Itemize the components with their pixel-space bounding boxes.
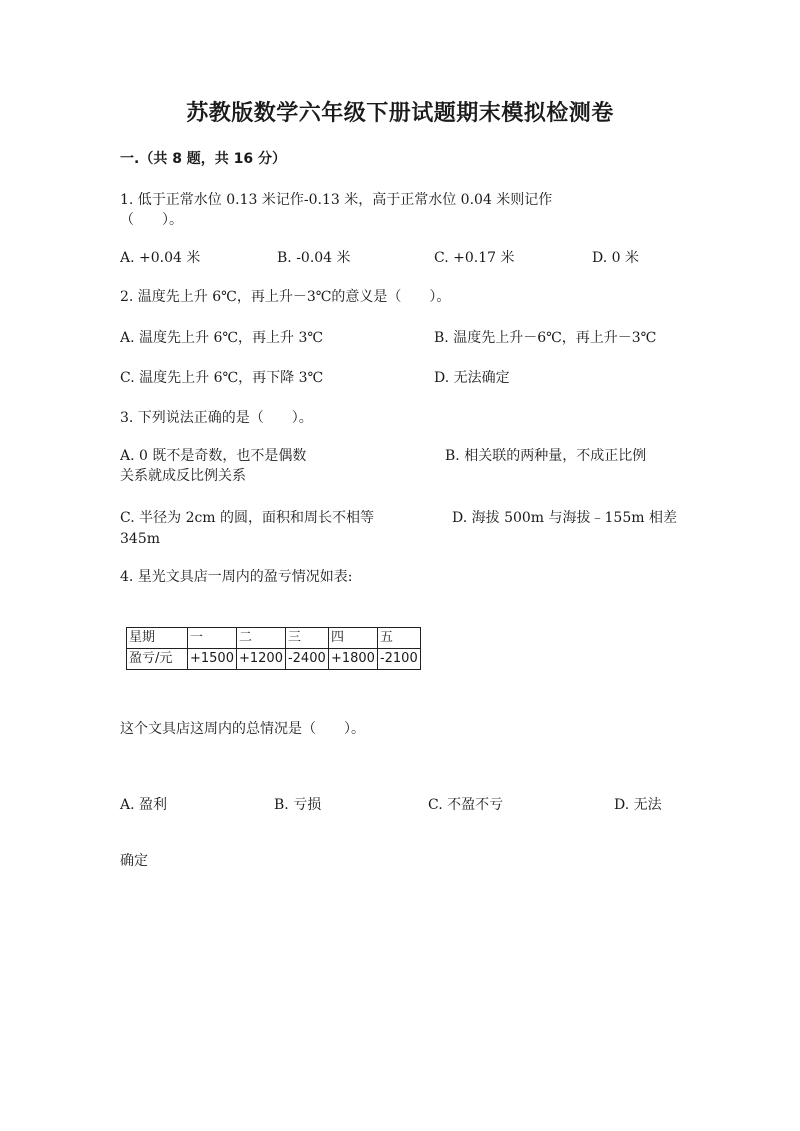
q4-option-d-continued: 确定 xyxy=(120,853,148,869)
q3-stem: 3. 下列说法正确的是（ ）。 xyxy=(120,410,313,426)
q1-stem: 1. 低于正常水位 0.13 米记作-0.13 米，高于正常水位 0.04 米则记作 xyxy=(120,192,553,208)
table-header-cell: 五 xyxy=(377,628,420,649)
profit-loss-table xyxy=(126,627,421,670)
q3-option-a: A. 0 既不是奇数，也不是偶数 xyxy=(120,448,307,464)
table-row xyxy=(127,649,421,670)
table-header-row xyxy=(127,628,421,649)
table-cell: 盈亏/元 xyxy=(127,649,188,670)
table-header-cell: 四 xyxy=(328,628,377,649)
q2-option-c: C. 温度先上升 6℃，再下降 3℃ xyxy=(120,370,324,386)
q4-option-b: B. 亏损 xyxy=(274,797,322,813)
q2-option-d: D. 无法确定 xyxy=(434,370,510,386)
q4-option-c: C. 不盈不亏 xyxy=(428,797,504,813)
table-cell: +1800 xyxy=(328,649,377,670)
q4-stem: 4. 星光文具店一周内的盈亏情况如表: xyxy=(120,569,353,585)
q3-option-d-continued: 345m xyxy=(120,531,160,547)
q1-option-c: C. +0.17 米 xyxy=(434,250,515,266)
q2-option-b: B. 温度先上升－6℃，再上升－3℃ xyxy=(434,330,657,346)
table-cell: +1500 xyxy=(188,649,237,670)
table-cell: -2400 xyxy=(285,649,328,670)
table-header-cell: 二 xyxy=(236,628,285,649)
table-header-cell: 一 xyxy=(188,628,237,649)
table-header-cell: 星期 xyxy=(127,628,188,649)
section-header: 一.（共 8 题，共 16 分） xyxy=(120,151,287,167)
q2-option-a: A. 温度先上升 6℃，再上升 3℃ xyxy=(120,330,324,346)
q3-option-c: C. 半径为 2cm 的圆，面积和周长不相等 xyxy=(120,510,375,526)
table-cell: +1200 xyxy=(236,649,285,670)
q1-option-a: A. +0.04 米 xyxy=(120,250,201,266)
table-cell: -2100 xyxy=(377,649,420,670)
page-title: 苏教版数学六年级下册试题期末模拟检测卷 xyxy=(186,101,614,126)
q3-option-b: B. 相关联的两种量，不成正比例 xyxy=(445,448,647,464)
table-header-cell: 三 xyxy=(285,628,328,649)
q1-option-d: D. 0 米 xyxy=(592,250,639,266)
q1-option-b: B. -0.04 米 xyxy=(277,250,351,266)
q4-option-d: D. 无法 xyxy=(614,797,662,813)
q4-option-a: A. 盈利 xyxy=(120,797,168,813)
q1-stem-continued: （ ）。 xyxy=(120,212,183,228)
q3-option-d: D. 海拔 500m 与海拔﹣155m 相差 xyxy=(452,510,677,526)
q4-question: 这个文具店这周内的总情况是（ ）。 xyxy=(120,721,365,737)
q3-option-b-continued: 关系就成反比例关系 xyxy=(120,468,246,484)
q2-stem: 2. 温度先上升 6℃，再上升－3℃的意义是（ ）。 xyxy=(120,289,451,305)
